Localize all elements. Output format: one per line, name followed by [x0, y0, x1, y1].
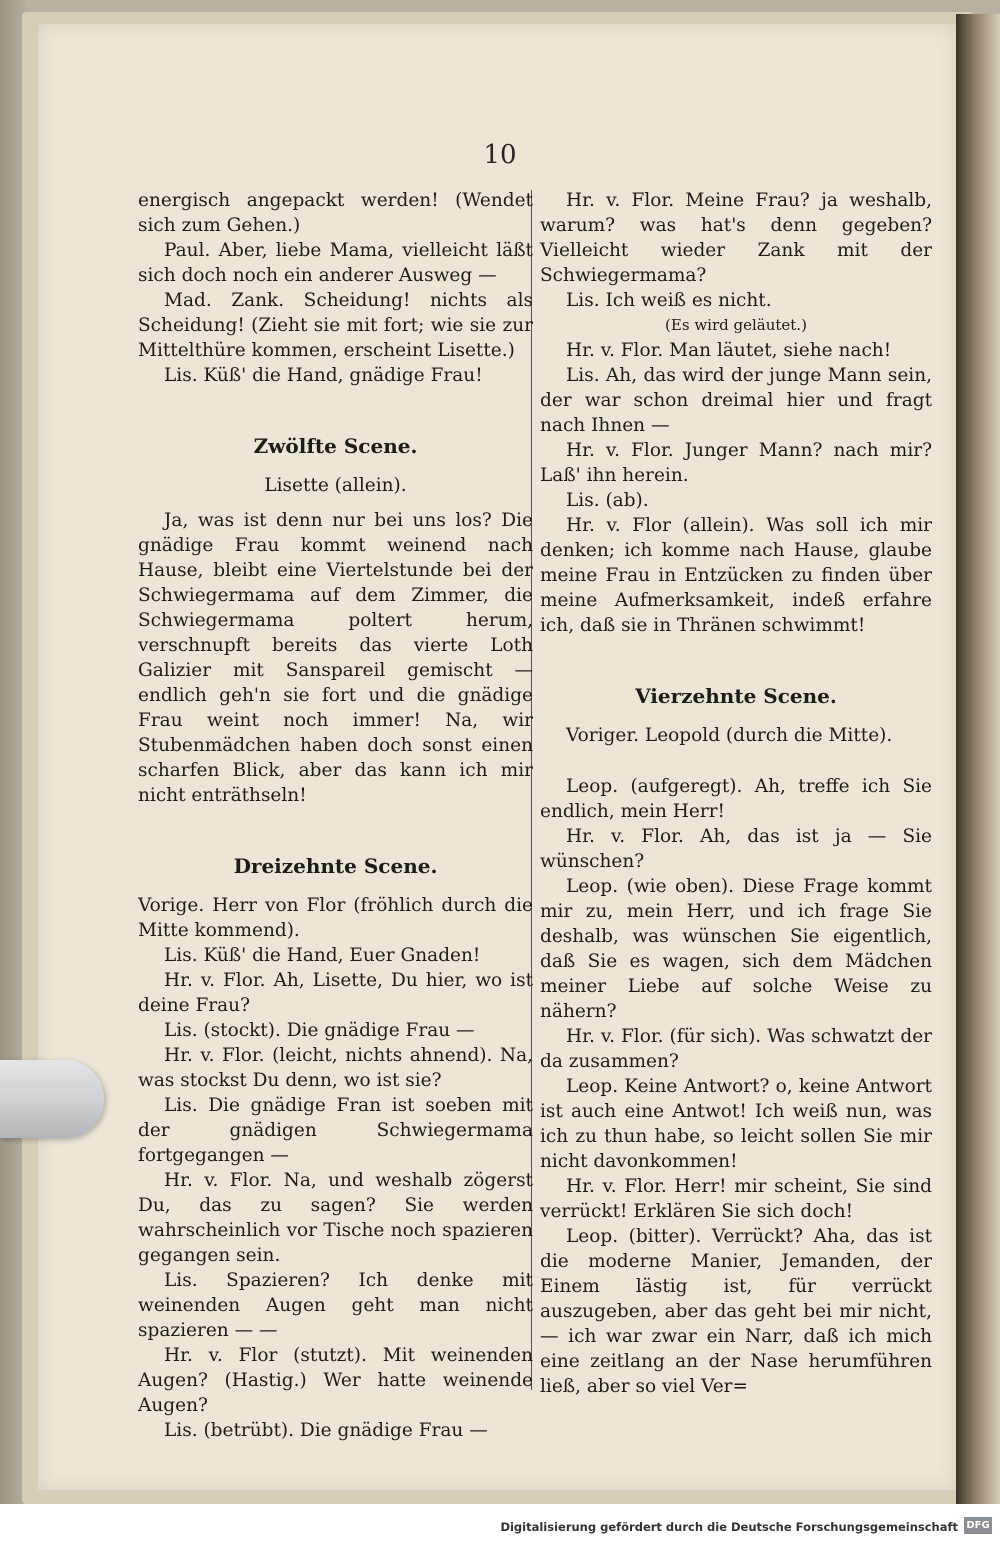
- page-turn-handle[interactable]: [0, 1060, 104, 1138]
- text-paragraph: Lis. Ah, das wird der junge Mann sein, der war schon dreimal hier und fragt nach Ihnen —: [540, 365, 932, 436]
- text-paragraph: Hr. v. Flor. (leicht, nichts ahnend). Na, was stockst Du denn, wo ist sie?: [138, 1045, 533, 1091]
- text-paragraph: Lis. Ich weiß es nicht.: [566, 290, 772, 311]
- text-paragraph: Vorige. Herr von Flor (fröhlich durch die Mitte kommend).: [138, 895, 533, 941]
- text-paragraph: energisch angepackt werden! (Wendet sich zum Gehen.): [138, 190, 533, 236]
- text-paragraph: Leop. (bitter). Verrückt? Aha, das ist die moderne Manier, Jemanden, der Einem lästig ist, für verrückt auszugeben, aber das geht bei mir nicht, — ich war zwar ein Narr, daß ich mich eine zeitlang an der Nase herumführen ließ, aber so viel Ver=: [540, 1226, 932, 1397]
- text-paragraph: Hr. v. Flor. Junger Mann? nach mir? Laß' ihn herein.: [540, 440, 932, 486]
- text-paragraph: Lis. Küß' die Hand, gnädige Frau!: [164, 365, 483, 386]
- scene-cast: Lisette (allein).: [264, 475, 407, 496]
- text-paragraph: Hr. v. Flor. Meine Frau? ja weshalb, warum? was hat's denn gegeben? Vielleicht wieder Zank mit der Schwiegermama?: [540, 190, 932, 286]
- text-paragraph: Hr. v. Flor. Herr! mir scheint, Sie sind verrückt! Erklären Sie sich doch!: [540, 1176, 932, 1222]
- text-paragraph: Paul. Aber, liebe Mama, vielleicht läßt sich doch noch ein anderer Ausweg —: [138, 240, 533, 286]
- scene-heading: Vierzehnte Scene.: [635, 684, 837, 708]
- text-paragraph: Lis. (ab).: [566, 490, 649, 511]
- text-paragraph: Leop. (wie oben). Diese Frage kommt mir zu, mein Herr, und ich frage Sie deshalb, was wünschen Sie eigentlich, daß Sie es wagen, sich dem Mädchen meiner Liebe auf solche Weise zu nähern?: [540, 876, 932, 1022]
- text-paragraph: Leop. Keine Antwort? o, keine Antwort ist auch eine Antwot! Ich weiß nun, was ich zu thun habe, so leicht sollen Sie mir nicht davonkommen!: [540, 1076, 932, 1172]
- scene-heading: Zwölfte Scene.: [253, 434, 418, 458]
- spacer: [540, 748, 932, 774]
- text-paragraph: Hr. v. Flor. Ah, das ist ja — Sie wünschen?: [540, 826, 932, 872]
- footer-credit: Digitalisierung gefördert durch die Deutsche Forschungsgemeinschaft: [500, 1520, 958, 1534]
- text-paragraph: Hr. v. Flor (allein). Was soll ich mir denken; ich komme nach Hause, glaube meine Frau in Entzücken zu finden über meine Aufmerksamkeit, indeß erfahre ich, daß sie in Thränen schwimmt!: [540, 515, 932, 636]
- text-paragraph: Lis. (stockt). Die gnädige Frau —: [164, 1020, 475, 1041]
- text-paragraph: Hr. v. Flor. Man läutet, siehe nach!: [566, 340, 892, 361]
- page-number: 10: [483, 140, 517, 170]
- text-paragraph: Lis. (betrübt). Die gnädige Frau —: [164, 1420, 488, 1441]
- dfg-logo-icon: DFG: [964, 1517, 992, 1534]
- text-paragraph: Lis. Die gnädige Fran ist soeben mit der gnädigen Schwiegermama fortgegangen —: [138, 1095, 533, 1166]
- text-paragraph: Leop. (aufgeregt). Ah, treffe ich Sie endlich, mein Herr!: [540, 776, 932, 822]
- text-paragraph: Hr. v. Flor (stutzt). Mit weinenden Augen? (Hastig.) Wer hatte weinende Augen?: [138, 1345, 533, 1416]
- scene-heading: Dreizehnte Scene.: [233, 854, 438, 878]
- right-column: [540, 188, 932, 1399]
- text-paragraph: Lis. Küß' die Hand, Euer Gnaden!: [164, 945, 481, 966]
- book-spine: [956, 14, 1000, 1504]
- text-paragraph: Mad. Zank. Scheidung! nichts als Scheidung! (Zieht sie mit fort; wie sie zur Mittelthüre kommen, erscheint Lisette.): [138, 290, 533, 361]
- text-paragraph: Ja, was ist denn nur bei uns los? Die gnädige Frau kommt weinend nach Hause, bleibt eine Viertelstunde bei der Schwiegermama auf dem Zimmer, die Schwiegermama poltert herum, verschnupft bereits das vierte Loth Galizier mit Sanspareil gemischt — endlich geh'n sie fort und die gnädige Frau weint noch immer! Na, wir Stubenmädchen haben doch sonst einen scharfen Blick, aber das kann ich mir nicht enträthseln!: [138, 510, 533, 806]
- text-paragraph: Hr. v. Flor. Na, und weshalb zögerst Du, das zu sagen? Sie werden wahrscheinlich vor Tische noch spazieren gegangen sein.: [138, 1170, 533, 1266]
- text-paragraph: Lis. Spazieren? Ich denke mit weinenden Augen geht man nicht spazieren — —: [138, 1270, 533, 1341]
- left-column: [138, 188, 533, 1443]
- text-paragraph: Hr. v. Flor. Ah, Lisette, Du hier, wo ist deine Frau?: [138, 970, 533, 1016]
- text-paragraph: Hr. v. Flor. (für sich). Was schwatzt der da zusammen?: [540, 1026, 932, 1072]
- text-paragraph: Voriger. Leopold (durch die Mitte).: [566, 725, 893, 746]
- stage-direction: (Es wird geläutet.): [665, 316, 807, 334]
- footer-bar: [0, 1504, 1000, 1551]
